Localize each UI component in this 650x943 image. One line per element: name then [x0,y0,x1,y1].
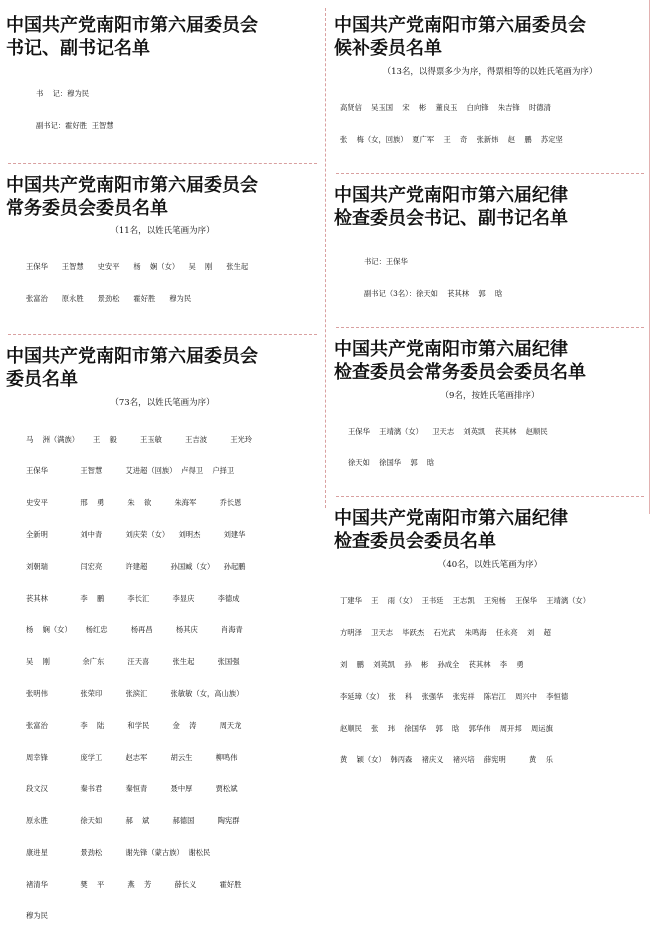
name-list [348,406,646,491]
section-note: （40名，以姓氏笔画为序） [334,559,646,571]
name-row: 高贤信 吴玉国 宋 彬 董良玉 白向锋 朱吉锋 时德清 [340,103,646,114]
name-row: 康进星 景劲松 谢先锋（蒙古族） 谢松民 [26,848,319,859]
section-note: （11名，以姓氏笔画为序） [6,225,319,237]
name-row: 周幸锋 庞学工 赵志军 胡云生 柳鸣伟 [26,753,319,764]
section-title [6,174,319,220]
right-column [334,0,646,787]
title-line: 中国共产党南阳市第六届委员会 [334,14,646,37]
name-row: 穆为民 [26,911,319,922]
name-list [26,414,319,943]
section-note: （13名，以得票多少为序，得票相等的以姓氏笔画为序） [334,66,646,78]
section-title [334,14,646,60]
name-row: 张 梅（女，回族） 夏广军 王 奇 张新炜 赵 鹏 苏定坚 [340,135,646,146]
name-list [26,241,319,326]
name-row: 王保华 王靖漓（女） 卫天志 刘英凯 苌其林 赵顺民 [348,427,646,438]
title-line: 检查委员会常务委员会委员名单 [334,361,646,384]
name-row: 李延璋（女） 张 科 张强华 张宪祥 陈岩江 周兴中 李恒德 [340,692,646,703]
name-row: 原永胜 徐天如 郝 斌 郝德国 陶宪群 [26,816,319,827]
section-note: （9名，按姓氏笔画排序） [334,390,646,402]
title-line: 中国共产党南阳市第六届纪律 [334,507,646,530]
name-row: 吴 刚 余广东 汪天喜 张生起 张国强 [26,657,319,668]
title-line: 中国共产党南阳市第六届纪律 [334,338,646,361]
title-line: 中国共产党南阳市第六届委员会 [6,345,319,368]
name-row: 刘朝瑞 闫宏亮 许建超 孙国臧（女） 孙起鹏 [26,562,319,573]
name-row: 书记：王保华 [364,257,646,268]
name-row: 黄 颖（女） 韩丙森 褚庆义 褚兴培 薛宪明 黄 乐 [340,755,646,766]
name-row: 张明伟 张荣印 张滨汇 张敏敏（女，高山族） [26,689,319,700]
left-column [6,0,319,943]
title-line: 候补委员名单 [334,37,646,60]
name-row: 王保华 王智慧 史安平 杨 娴（女） 吴 刚 张生起 [26,262,319,273]
section-title [6,14,319,60]
name-row: 褚清华 樊 平 燕 芳 薛长义 霍好胜 [26,880,319,891]
title-line: 检查委员会委员名单 [334,530,646,553]
column-divider [325,8,326,508]
name-row: 刘 鹏 刘英凯 孙 彬 孙成全 苌其林 李 勇 [340,660,646,671]
section-discipline-members [334,497,646,787]
name-row: 段文汉 秦书君 秦恒青 聂中厚 贾松斌 [26,784,319,795]
name-row: 书 记：穆为民 [36,89,319,100]
name-row: 张富治 原永胜 景劲松 霍好胜 穆为民 [26,294,319,305]
section-discipline-standing [334,328,646,491]
name-list [340,82,646,167]
name-row: 徐天如 徐国华 郭 晗 [348,458,646,469]
section-title [334,184,646,230]
section-standing-committee [6,164,319,326]
title-line: 委员名单 [6,368,319,391]
section-discipline-secretaries [334,174,646,321]
title-line: 中国共产党南阳市第六届纪律 [334,184,646,207]
name-row: 副书记（3名）：徐天如 苌其林 郭 晗 [364,289,646,300]
title-line: 常务委员会委员名单 [6,197,319,220]
section-title [334,507,646,553]
section-note: （73名，以姓氏笔画为序） [6,397,319,409]
name-list [364,236,646,321]
name-row: 马 洲（满族） 王 毅 王玉敏 王吉波 王光玲 [26,435,319,446]
title-line: 书记、副书记名单 [6,37,319,60]
name-list [340,575,646,787]
title-line: 检查委员会书记、副书记名单 [334,207,646,230]
name-row: 方明泽 卫天志 毕跃杰 石光武 朱鸣海 任永亮 刘 超 [340,628,646,639]
name-row: 张富治 李 陆 和学民 金 涛 周天龙 [26,721,319,732]
name-row: 副书记：霍好胜 王智慧 [36,121,319,132]
name-row: 赵顺民 张 玮 徐国华 郭 晗 郭华伟 周开邦 周运旗 [340,724,646,735]
section-members [6,335,319,943]
section-title [6,345,319,391]
name-row: 史安平 邢 勇 朱 欲 朱海军 乔长恩 [26,498,319,509]
title-line: 中国共产党南阳市第六届委员会 [6,174,319,197]
name-row: 杨 娴（女） 杨红忠 杨再昌 杨其庆 肖海青 [26,625,319,636]
section-title [334,338,646,384]
name-row: 王保华 王智慧 艾进超（回族） 卢得卫 户择卫 [26,466,319,477]
name-row: 全新明 刘中青 刘庆荣（女） 刘明杰 刘建华 [26,530,319,541]
name-list [36,68,319,153]
title-line: 中国共产党南阳市第六届委员会 [6,14,319,37]
section-alternate-members [334,0,646,167]
section-secretaries [6,0,319,153]
name-row: 苌其林 李 鹏 李长汇 李显庆 李德成 [26,594,319,605]
name-row: 丁建华 王 雨（女） 王书廷 王志凯 王宛杨 王保华 王靖漓（女） [340,596,646,607]
